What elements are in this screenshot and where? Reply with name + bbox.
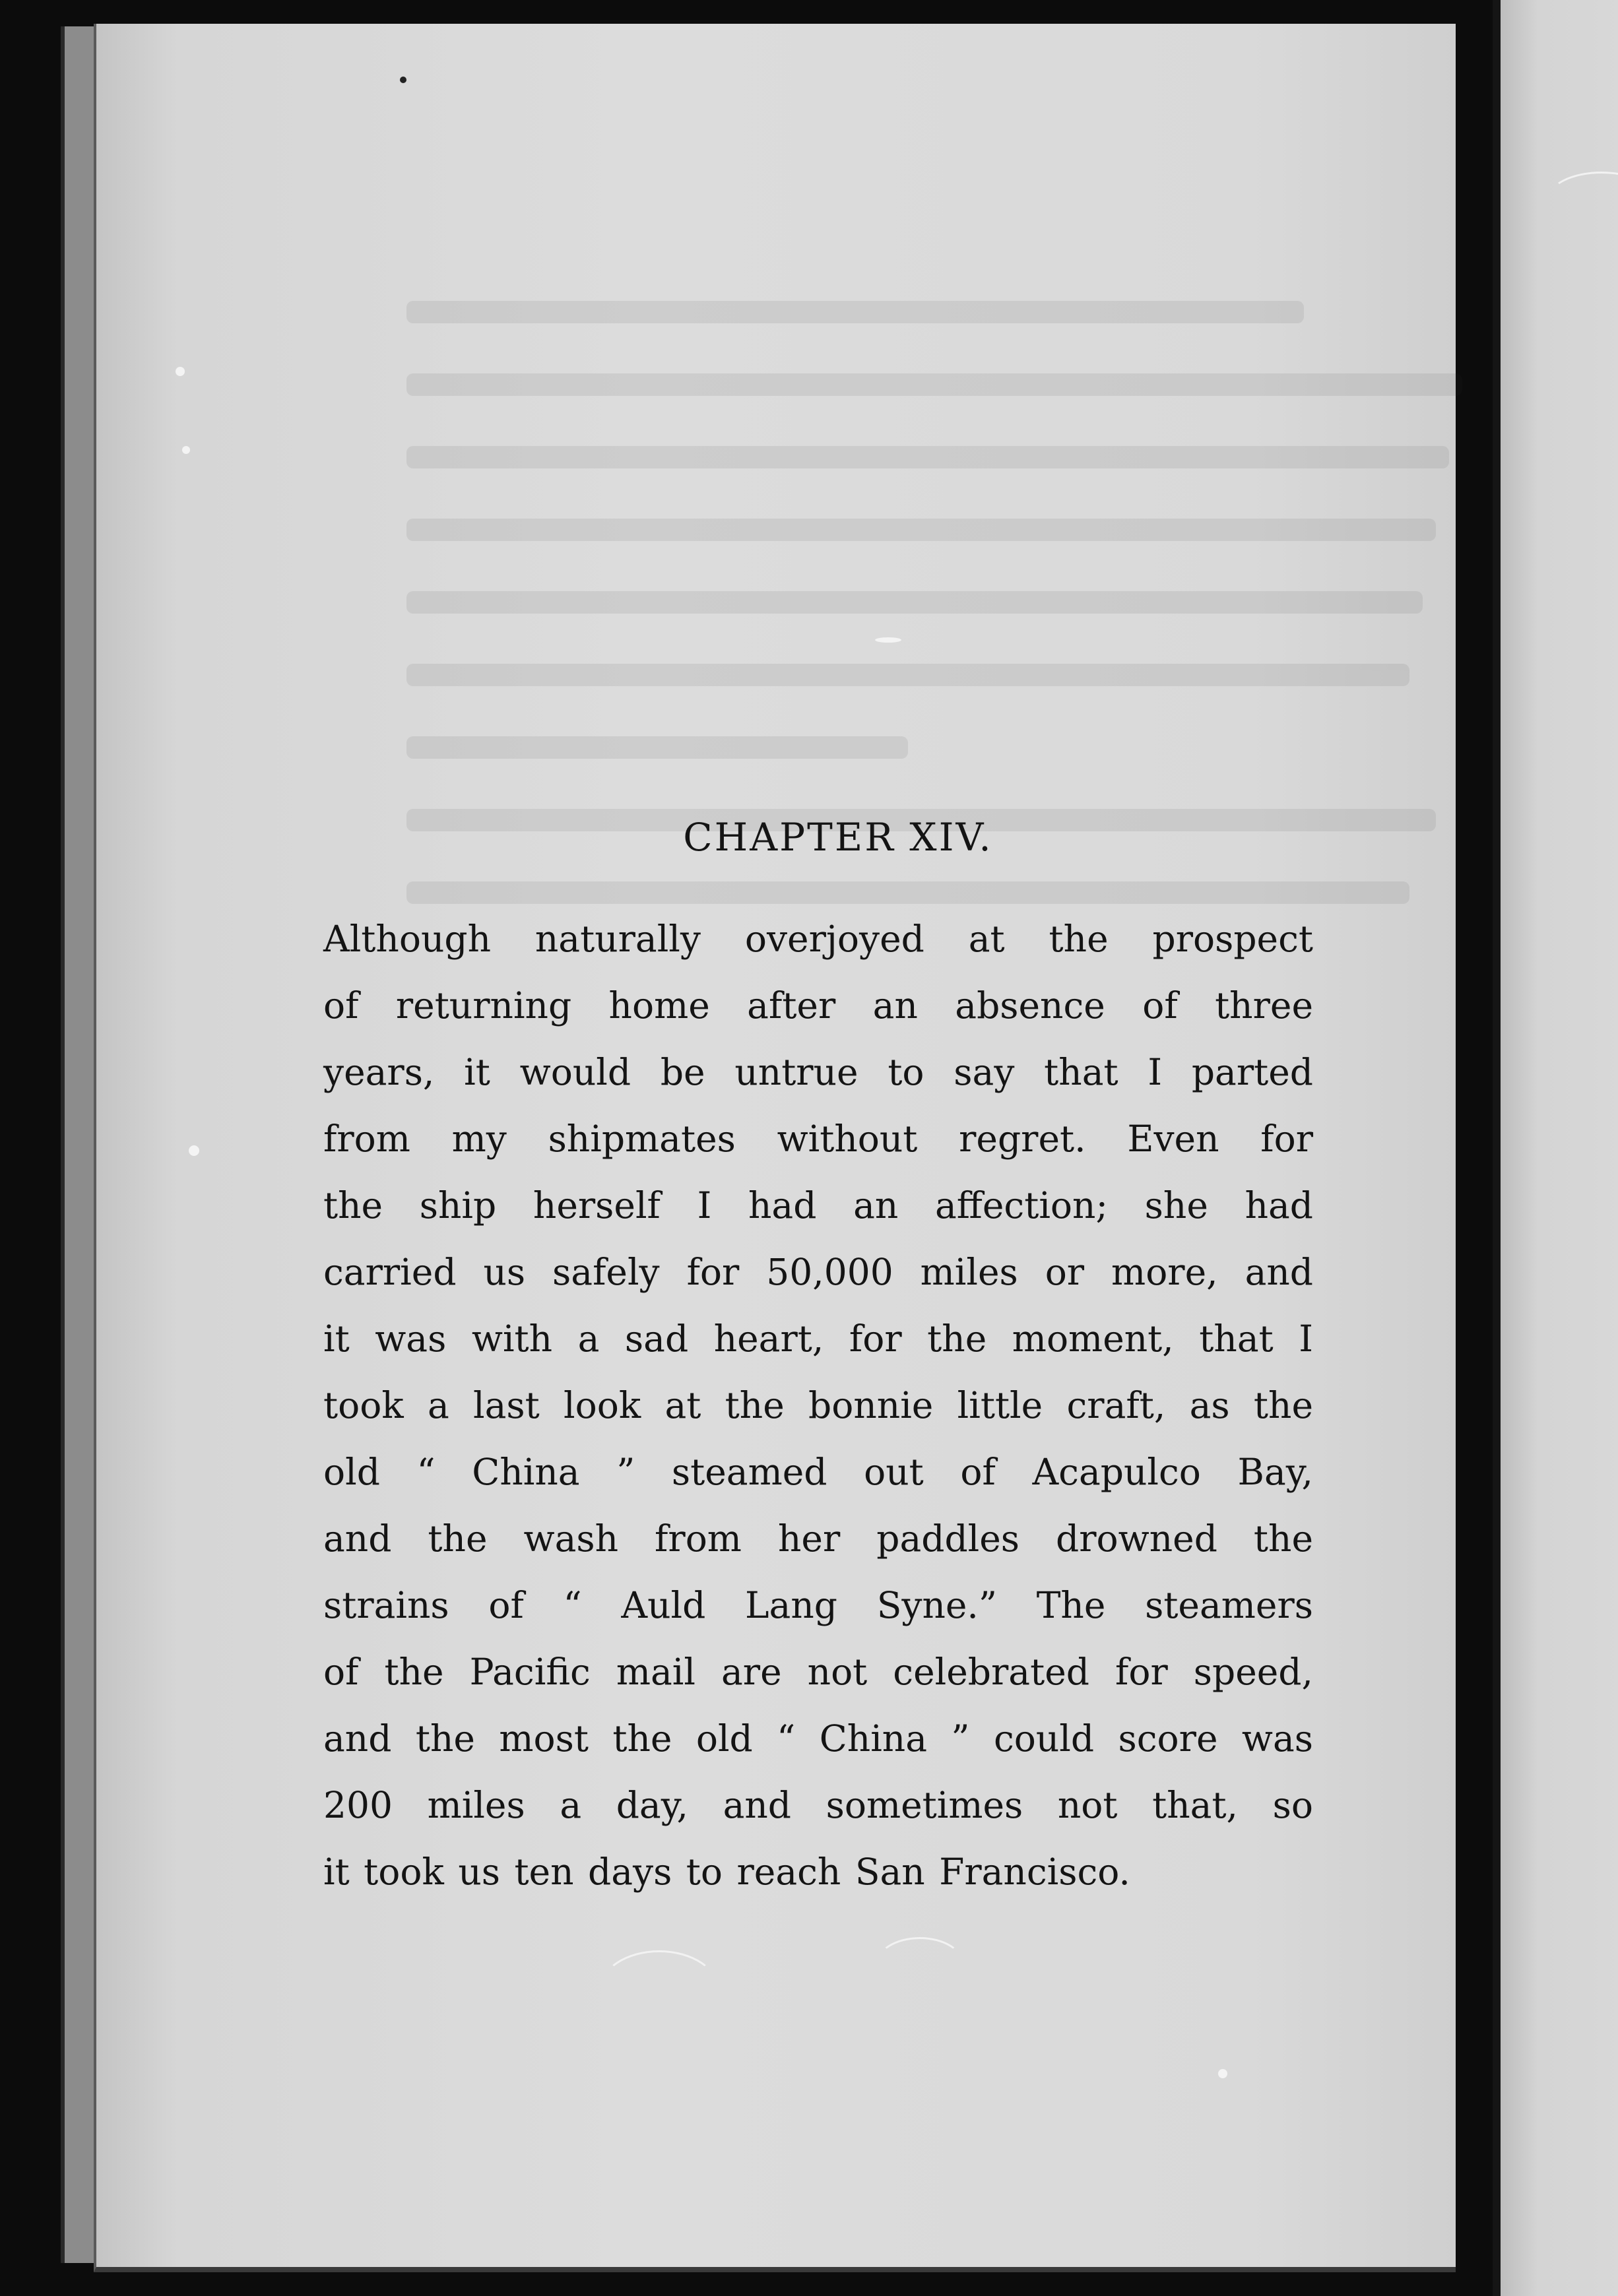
text-line: of the Pacific mail are not celebrated for speed, (323, 1651, 1313, 1693)
text-line: it was with a sad heart, for the moment, that I (323, 1318, 1313, 1360)
dust-speck (875, 637, 901, 643)
dust-speck (400, 77, 406, 83)
text-line: Although naturally overjoyed at the prospect (323, 918, 1313, 960)
dust-speck (182, 446, 190, 454)
text-line: and the wash from her paddles drowned the (323, 1517, 1313, 1560)
dust-speck (176, 367, 185, 376)
text-line: carried us safely for 50,000 miles or more, and (323, 1251, 1313, 1293)
dust-speck (1218, 2069, 1227, 2078)
text-line: old “ China ” steamed out of Acapulco Bay, (323, 1451, 1313, 1493)
text-line: of returning home after an absence of three (323, 984, 1313, 1027)
scratch-mark (875, 1937, 965, 1994)
page-content (323, 815, 1313, 1905)
dust-speck (189, 1145, 199, 1156)
text-line: strains of “ Auld Lang Syne.” The steamers (323, 1584, 1313, 1626)
chapter-title: CHAPTER XIV. (683, 815, 993, 860)
text-line: years, it would be untrue to say that I parted (323, 1051, 1313, 1093)
scratch-mark (1547, 172, 1618, 228)
text-line: 200 miles a day, and sometimes not that, so (323, 1784, 1313, 1826)
right-page-edge (1493, 0, 1618, 2296)
chapter-body (323, 906, 1313, 1905)
text-line: took a last look at the bonnie little craft, as the (323, 1384, 1313, 1426)
text-line: and the most the old “ China ” could score was (323, 1717, 1313, 1760)
text-line: it took us ten days to reach San Francisco. (323, 1851, 1130, 1893)
text-line: from my shipmates without regret. Even for (323, 1118, 1313, 1160)
scratch-mark (598, 1950, 721, 2033)
text-line: the ship herself I had an affection; she had (323, 1184, 1313, 1227)
